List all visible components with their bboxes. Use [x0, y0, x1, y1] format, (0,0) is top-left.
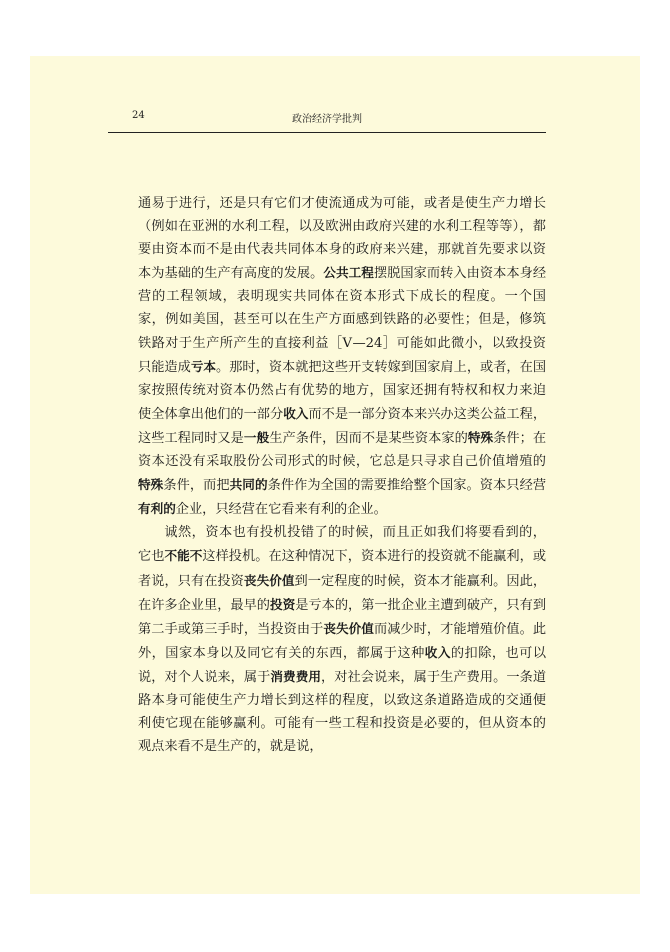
- page-number: 24: [132, 110, 145, 121]
- emphasis-text: 公共工程: [323, 265, 374, 281]
- emphasis-text: 有利的: [138, 501, 176, 517]
- text-run: 的扣除，也可以说，对个人说来，属于: [138, 645, 547, 685]
- text-run: 通易于进行，还是只有它们才使流通成为可能，或者是使生产力增长（例如在亚洲的水利工程，以及欧洲由政府兴建的水利工程等等），都要由资本而不是由代表共同体本身的政府来兴建，那就首先要求以资本为基础的生产有高度的发展。: [138, 196, 546, 282]
- emphasis-text: 收入: [424, 644, 451, 660]
- text-run: 摆脱国家而转入由资本本身经营的工程领域，表明现实共同体在资本形式下成长的程度。一个国家，例如美国，甚至可以在生产方面感到铁路的必要性；但是，修筑铁路对于生产所产生的直接利益［Ⅴ—24］可能如此微小，以致投资只能造成: [138, 266, 547, 375]
- emphasis-text: 丧失价值: [243, 572, 295, 588]
- running-title: 政治经济学批判: [292, 114, 362, 125]
- emphasis-text: 特殊: [138, 477, 164, 493]
- emphasis-text: 投资: [270, 596, 296, 612]
- emphasis-text: 亏本: [190, 358, 217, 374]
- emphasis-text: 一般: [243, 429, 270, 445]
- text-run: 。那时，资本就把这些开支转嫁到国家肩上，或者，在国家按照传统对资本仍然占有优势的地方，国家还拥有特权和权力来迫使全体拿出他们的一部分: [138, 359, 547, 422]
- body-text: [138, 192, 546, 758]
- text-run: ，对社会说来，属于生产费用。一条道路本身可能使生产力增长到这样的程度，以致这条道路造成的交通便利使它现在能够赢利。可能有一些工程和投资是必要的，但从资本的观点来看不是生产的，就是说，: [138, 669, 547, 755]
- text-run: 企业，只经营在它看来有利的企业。: [175, 502, 387, 518]
- emphasis-text: 共同的: [229, 477, 268, 493]
- emphasis-text: 不能不: [164, 548, 203, 564]
- text-run: 诚然，资本也有投机投错了的时候，而且正如我们将要看到的，它也: [138, 525, 546, 565]
- emphasis-text: 消费费用: [270, 668, 321, 684]
- text-run: 条件作为全国的需要推给整个国家。资本只经营: [267, 478, 547, 494]
- text-run: 到一定程度的时候，资本才能赢利。因此，在许多企业里，最早的: [138, 573, 547, 613]
- text-run: 而减少时，才能增殖价值。此外，国家本身以及同它有关的东西，都属于这种: [138, 621, 547, 661]
- text-run: 是亏本的，第一批企业主遭到破产，只有到第二手或第三手时，当投资由于: [138, 597, 547, 637]
- text-run: 条件；在资本还没有采取股份公司形式的时候，它总是只寻求自己价值增殖的: [138, 430, 547, 470]
- page-header: [108, 106, 546, 133]
- emphasis-text: 特殊: [467, 429, 494, 445]
- paragraph: [138, 192, 546, 521]
- text-run: 生产条件，因而不是某些资本家的: [269, 430, 468, 446]
- emphasis-text: 收入: [283, 405, 309, 421]
- text-run: 而不是一部分资本来兴办这类公益工程，这些工程同时又是: [138, 406, 547, 446]
- paragraph: [138, 521, 546, 758]
- text-run: 条件，而把: [163, 478, 230, 494]
- emphasis-text: 丧失价值: [323, 620, 374, 636]
- text-run: 这样投机。在这种情况下，资本进行的投资就不能赢利，或者说，只有在投资: [138, 549, 547, 589]
